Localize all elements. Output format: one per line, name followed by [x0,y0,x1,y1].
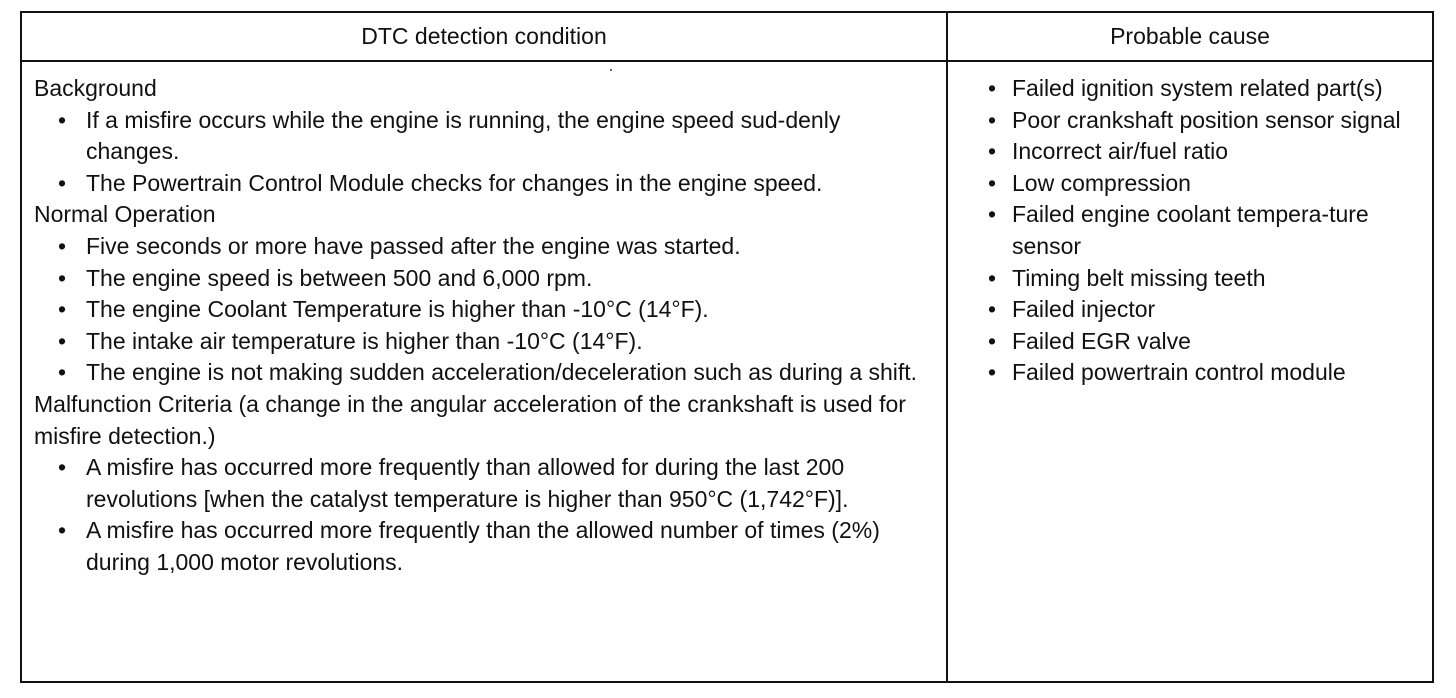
list-item: • The engine speed is between 500 and 6,000 rpm. [34,263,934,295]
list-item: • Five seconds or more have passed after the engine was started. [34,231,934,263]
list-item: • Failed ignition system related part(s) [984,73,1422,105]
background-heading: Background [34,75,157,101]
list-item: • A misfire has occurred more frequently than the allowed number of times (2%) during 1,000 motor revolutions. [34,515,934,578]
probable-cause-cell [948,62,1432,681]
list-item: • A misfire has occurred more frequently than allowed for during the last 200 revolutions [when the catalyst temperature is higher than 950°C (1,742°F)]. [34,452,934,515]
list-item: • The Powertrain Control Module checks for changes in the engine speed. [34,168,934,200]
list-item: • The engine is not making sudden acceleration/deceleration such as during a shift. [34,357,934,389]
normal-operation-heading: Normal Operation [34,201,216,228]
malfunction-criteria-heading: Malfunction Criteria (a change in the angular acceleration of the crankshaft is used for misfire detection.) [34,390,906,449]
dtc-table [20,11,1434,683]
list-item: • Failed EGR valve [984,326,1422,358]
list-item: • If a misfire occurs while the engine is running, the engine speed sud-denly changes. [34,105,934,168]
list-item: • Failed injector [984,294,1422,326]
normal-operation-list [34,231,934,389]
list-item: • Poor crankshaft position sensor signal [984,105,1422,137]
list-item: • Incorrect air/fuel ratio [984,136,1422,168]
list-item: • Low compression [984,168,1422,200]
header-probable-cause: Probable cause [948,13,1432,62]
background-list [34,105,934,200]
list-item: • The intake air temperature is higher than -10°C (14°F). [34,326,934,358]
scan-speck [610,69,612,71]
header-dtc-detection-condition: DTC detection condition [22,13,948,62]
list-item: • The engine Coolant Temperature is higher than -10°C (14°F). [34,294,934,326]
malfunction-criteria-list [34,452,934,578]
probable-cause-list [984,73,1422,389]
condition-cell [22,62,948,681]
list-item: • Failed powertrain control module [984,357,1422,389]
list-item: • Failed engine coolant tempera-ture sensor [984,199,1422,262]
list-item: • Timing belt missing teeth [984,263,1422,295]
